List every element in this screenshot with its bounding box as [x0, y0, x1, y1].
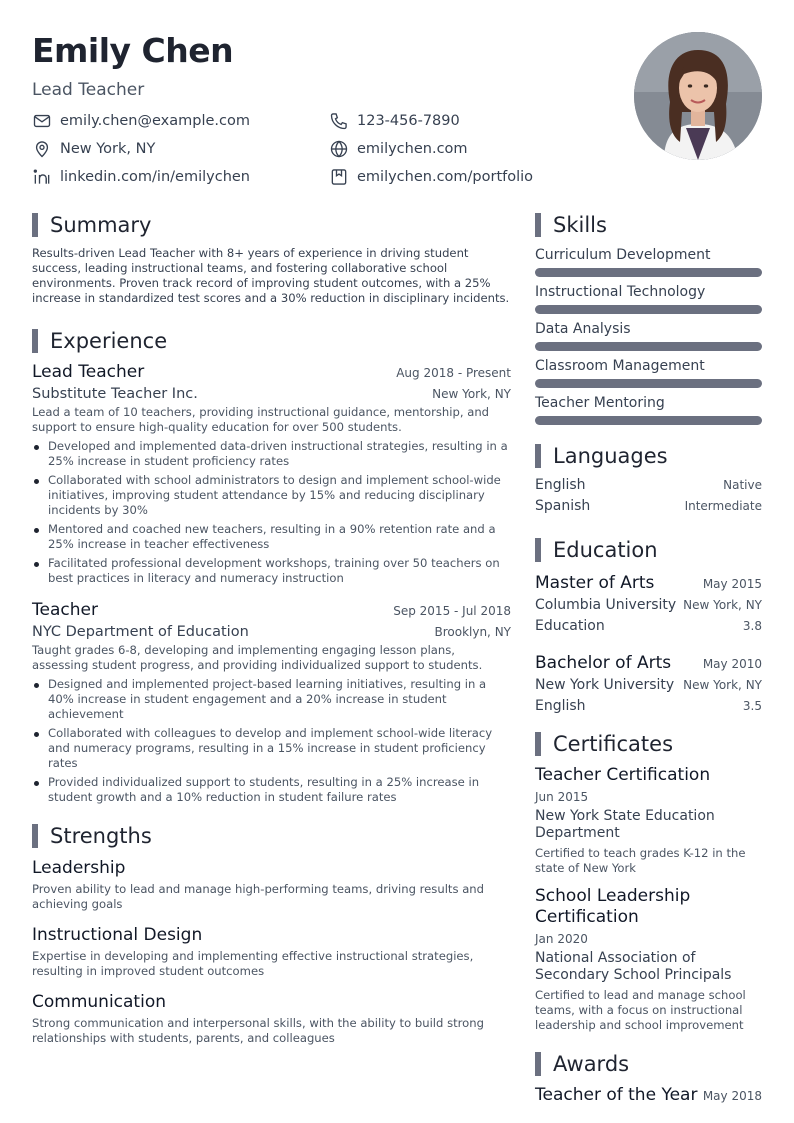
- strengths-heading: [32, 823, 511, 849]
- certificate-description: Certified to teach grades K-12 in the state of New York: [535, 846, 746, 875]
- award-date: May 2018: [702, 1089, 762, 1103]
- job-company: Substitute Teacher Inc.: [32, 386, 198, 402]
- strength-description: Strong communication and interpersonal skills, with the ability to build strong relationships with students, parents, and colleagues: [32, 1016, 484, 1045]
- contact-location: [32, 138, 329, 160]
- left-column: [32, 212, 511, 1058]
- strength-item: [32, 857, 511, 912]
- job-company: NYC Department of Education: [32, 624, 249, 640]
- contact-location-text: New York, NY: [60, 141, 156, 157]
- strength-title: Leadership: [32, 858, 126, 878]
- skill-item: [535, 283, 762, 314]
- education-heading-text: Education: [553, 538, 658, 562]
- award-item: [535, 1085, 762, 1105]
- contact-linkedin[interactable]: [32, 166, 329, 188]
- portrait-illustration: [634, 32, 762, 160]
- certificate-item: [535, 765, 762, 876]
- skill-name: Curriculum Development: [535, 247, 711, 263]
- contact-list: [32, 110, 592, 188]
- education-school: Columbia University: [535, 597, 677, 613]
- skill-item: [535, 246, 762, 277]
- job-title: Teacher: [32, 600, 98, 620]
- certificates-heading: [535, 731, 762, 757]
- section-accent-bar: [32, 824, 38, 848]
- education-field: English: [535, 698, 586, 714]
- contact-website-text: emilychen.com: [357, 141, 468, 157]
- strength-title: Communication: [32, 992, 166, 1012]
- contact-website[interactable]: [329, 138, 592, 160]
- languages-heading-text: Languages: [553, 444, 668, 468]
- job-bullets: [32, 439, 511, 586]
- certificate-description: Certified to lead and manage school teams, with a focus on instructional leadership and school improvement: [535, 988, 746, 1032]
- summary-heading: [32, 212, 511, 238]
- job-location: Brooklyn, NY: [434, 625, 511, 639]
- skill-level-bar: [535, 416, 762, 425]
- certificate-issuer: National Association of Secondary School Principals: [535, 950, 732, 983]
- section-accent-bar: [32, 213, 38, 237]
- mail-icon: [32, 111, 52, 131]
- contact-email[interactable]: [32, 110, 329, 132]
- education-gpa: 3.8: [742, 619, 762, 633]
- education-degree: Bachelor of Arts: [535, 653, 672, 673]
- certificate-title: School Leadership Certification: [535, 886, 691, 927]
- skill-level-bar: [535, 305, 762, 314]
- language-item: [535, 498, 762, 519]
- portfolio-icon: [329, 167, 349, 187]
- strength-item: [32, 924, 511, 979]
- candidate-title: Lead Teacher: [32, 80, 145, 100]
- phone-icon: [329, 111, 349, 131]
- job-location: New York, NY: [432, 387, 511, 401]
- job-description: Taught grades 6-8, developing and implementing engaging lesson plans, assessing student progress, and providing individualized support to students.: [32, 643, 483, 672]
- skill-item: [535, 357, 762, 388]
- job-bullet: Facilitated professional development workshops, training over 50 teachers on best practices in literacy and numeracy instruction: [32, 556, 511, 586]
- certificate-date: Jun 2015: [535, 790, 589, 804]
- language-name: English: [535, 477, 586, 493]
- awards-heading: [535, 1051, 762, 1077]
- education-gpa: 3.5: [742, 699, 762, 713]
- job-entry: [32, 362, 511, 586]
- education-school: New York University: [535, 677, 675, 693]
- skill-name: Data Analysis: [535, 321, 631, 337]
- linkedin-icon: [32, 167, 52, 187]
- certificate-issuer: New York State Education Department: [535, 808, 715, 841]
- certificates-heading-text: Certificates: [553, 732, 674, 756]
- section-accent-bar: [32, 329, 38, 353]
- awards-heading-text: Awards: [553, 1052, 630, 1076]
- education-field: Education: [535, 618, 605, 634]
- strength-description: Expertise in developing and implementing effective instructional strategies, resulting in improved student outcomes: [32, 949, 474, 978]
- contact-phone-text: 123-456-7890: [357, 113, 460, 129]
- job-date: Sep 2015 - Jul 2018: [393, 604, 511, 618]
- skill-level-bar: [535, 342, 762, 351]
- summary-heading-text: Summary: [50, 213, 152, 237]
- candidate-name: Emily Chen: [32, 31, 234, 70]
- job-bullet: Collaborated with school administrators to design and implement school-wide initiatives, improving student attendance by 15% and reducing disciplinary incidents by 30%: [32, 473, 511, 518]
- job-title: Lead Teacher: [32, 362, 145, 382]
- contact-email-text: emily.chen@example.com: [60, 113, 250, 129]
- award-title: Teacher of the Year: [535, 1085, 698, 1105]
- job-bullet: Mentored and coached new teachers, resulting in a 90% retention rate and a 25% increase in teacher effectiveness: [32, 522, 511, 552]
- language-item: [535, 477, 762, 498]
- contact-portfolio-text: emilychen.com/portfolio: [357, 169, 534, 185]
- skill-name: Teacher Mentoring: [535, 395, 665, 411]
- profile-photo: [634, 32, 762, 160]
- section-accent-bar: [535, 538, 541, 562]
- skill-level-bar: [535, 379, 762, 388]
- job-bullet: Provided individualized support to students, resulting in a 25% increase in student growth and a 10% reduction in student failure rates: [32, 775, 511, 805]
- skill-item: [535, 320, 762, 351]
- language-level: Intermediate: [684, 499, 762, 513]
- section-accent-bar: [535, 444, 541, 468]
- education-heading: [535, 537, 762, 563]
- contact-linkedin-text: linkedin.com/in/emilychen: [60, 169, 250, 185]
- section-accent-bar: [535, 1052, 541, 1076]
- certificate-title: Teacher Certification: [535, 765, 711, 785]
- job-description: Lead a team of 10 teachers, providing instructional guidance, mentorship, and support to ensure high-quality education for over 500 students.: [32, 405, 490, 434]
- summary-text: Results-driven Lead Teacher with 8+ years of experience in driving student success, leading instructional teams, and fostering collaborative school environments. Proven track record of improving student outcomes, with a 25% increase in standardized test scores and a 30% reduction in disciplinary incidents.: [32, 246, 510, 305]
- skill-name: Instructional Technology: [535, 284, 706, 300]
- resume-header: [32, 30, 592, 102]
- experience-heading-text: Experience: [50, 329, 168, 353]
- job-bullet: Developed and implemented data-driven instructional strategies, resulting in a 25% increase in student proficiency rates: [32, 439, 511, 469]
- certificate-item: [535, 886, 762, 1033]
- skill-item: [535, 394, 762, 425]
- language-name: Spanish: [535, 498, 591, 514]
- skills-heading-text: Skills: [553, 213, 607, 237]
- section-accent-bar: [535, 213, 541, 237]
- education-date: May 2010: [702, 657, 762, 671]
- education-degree: Master of Arts: [535, 573, 655, 593]
- job-bullet: Designed and implemented project-based learning initiatives, resulting in a 40% increase in student engagement and a 20% increase in student achievement: [32, 677, 511, 722]
- education-location: New York, NY: [683, 598, 762, 612]
- strength-title: Instructional Design: [32, 925, 203, 945]
- job-bullet: Collaborated with colleagues to develop and implement school-wide literacy and numeracy programs, resulting in a 15% increase in student proficiency rates: [32, 726, 511, 771]
- education-item: [535, 571, 762, 637]
- skill-level-bar: [535, 268, 762, 277]
- certificate-date: Jan 2020: [535, 932, 588, 946]
- education-date: May 2015: [702, 577, 762, 591]
- skills-heading: [535, 212, 762, 238]
- strength-description: Proven ability to lead and manage high-performing teams, driving results and achieving goals: [32, 882, 485, 911]
- location-icon: [32, 139, 52, 159]
- job-entry: [32, 600, 511, 805]
- contact-phone[interactable]: [329, 110, 592, 132]
- contact-portfolio[interactable]: [329, 166, 592, 188]
- strengths-heading-text: Strengths: [50, 824, 152, 848]
- job-date: Aug 2018 - Present: [396, 366, 511, 380]
- job-bullets: [32, 677, 511, 805]
- section-accent-bar: [535, 732, 541, 756]
- languages-heading: [535, 443, 762, 469]
- globe-icon: [329, 139, 349, 159]
- skill-name: Classroom Management: [535, 358, 705, 374]
- language-level: Native: [723, 478, 762, 492]
- education-location: New York, NY: [683, 678, 762, 692]
- education-item: [535, 651, 762, 717]
- right-column: [535, 212, 762, 1105]
- strength-item: [32, 991, 511, 1046]
- experience-heading: [32, 328, 511, 354]
